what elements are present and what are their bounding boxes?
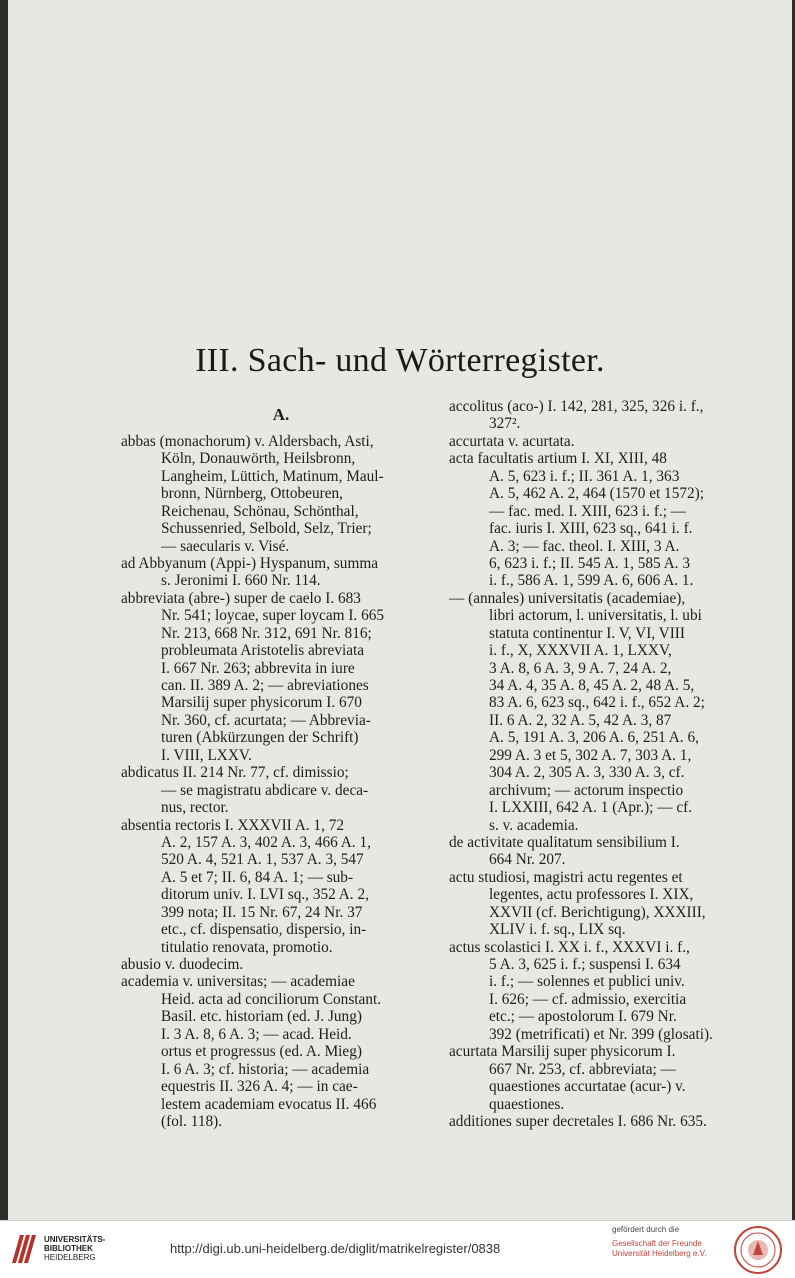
index-entry: accolitus (aco-) I. 142, 281, 325, 326 i. f.,: [449, 398, 704, 415]
index-entry-continuation: Köln, Donauwörth, Heilsbronn,: [161, 450, 356, 468]
index-entry-continuation: quaestiones accurtatae (acur-) v.: [489, 1078, 686, 1096]
permalink-url[interactable]: http://digi.ub.uni-heidelberg.de/diglit/matrikelregister/0838: [170, 1241, 501, 1256]
index-entry: actu studiosi, magistri actu regentes et: [449, 868, 683, 886]
index-entry-continuation: 392 (metrificati) et Nr. 399 (glosati).: [489, 1025, 713, 1043]
index-entry-continuation: — saecularis v. Visé.: [161, 537, 290, 555]
index-entry-continuation: I. 6 A. 3; cf. historia; — academia: [161, 1060, 370, 1078]
index-entry-continuation: quaestiones.: [489, 1095, 565, 1113]
index-entry-continuation: 34 A. 4, 35 A. 8, 45 A. 2, 48 A. 5,: [489, 677, 695, 694]
index-entry-continuation: A. 5, 462 A. 2, 464 (1570 et 1572);: [489, 485, 704, 503]
index-entry: absentia rectoris I. XXXVII A. 1, 72: [121, 816, 345, 834]
index-entry: abbas (monachorum) v. Aldersbach, Asti,: [121, 432, 374, 450]
index-entry-continuation: nus, rector.: [161, 799, 229, 817]
index-entry-continuation: 664 Nr. 207.: [489, 851, 566, 869]
right-column: [449, 398, 761, 1130]
index-entry: additiones super decretales I. 686 Nr. 635.: [449, 1112, 707, 1130]
index-entry-continuation: 299 A. 3 et 5, 302 A. 7, 303 A. 1,: [489, 746, 692, 764]
index-entry-continuation: I. 626; — cf. admissio, exercitia: [489, 990, 687, 1008]
funded-by-label: gefördert durch die: [612, 1225, 680, 1234]
index-entry: abusio v. duodecim.: [121, 956, 244, 974]
index-entry-continuation: i. f., X, XXXVII A. 1, LXXV,: [489, 642, 672, 660]
index-entry-continuation: A. 5, 623 i. f.; II. 361 A. 1, 363: [489, 467, 680, 485]
index-entry-continuation: Nr. 213, 668 Nr. 312, 691 Nr. 816;: [161, 624, 372, 642]
index-entry-continuation: bronn, Nürnberg, Ottobeuren,: [161, 485, 343, 503]
index-entry-continuation: i. f., 586 A. 1, 599 A. 6, 606 A. 1.: [489, 572, 694, 590]
left-column: [121, 398, 441, 1130]
index-entry-continuation: Basil. etc. historiam (ed. J. Jung): [161, 1008, 362, 1026]
index-entry-continuation: 327².: [489, 415, 521, 433]
index-entry-continuation: Langheim, Lüttich, Matinum, Maul-: [161, 467, 384, 485]
index-entry-continuation: A. 3; — fac. theol. I. XIII, 3 A.: [489, 537, 680, 555]
index-entry-continuation: s. Jeronimi I. 660 Nr. 114.: [161, 572, 321, 590]
index-entry-continuation: Nr. 360, cf. acurtata; — Abbrevia-: [161, 711, 371, 729]
index-entry-continuation: libri actorum, l. universitatis, l. ubi: [489, 607, 702, 625]
index-entry-continuation: 3 A. 8, 6 A. 3, 9 A. 7, 24 A. 2,: [489, 659, 672, 677]
index-entry-continuation: ortus et progressus (ed. A. Mieg): [161, 1043, 362, 1061]
page-title: III. Sach- und Wörterregister.: [195, 342, 605, 379]
index-entry-continuation: A. 5 et 7; II. 6, 84 A. 1; — sub-: [161, 868, 354, 886]
index-entry: acta facultatis artium I. XI, XIII, 48: [449, 450, 667, 468]
index-entry-continuation: XXVII (cf. Berichtigung), XXXIII,: [489, 903, 706, 921]
library-name-line2: BIBLIOTHEK: [44, 1244, 93, 1253]
index-entry-continuation: Marsilij super physicorum I. 670: [161, 694, 362, 712]
index-entry: abbreviata (abre-) super de caelo I. 683: [121, 589, 361, 607]
index-entry: ad Abbyanum (Appi-) Hyspanum, summa: [121, 554, 379, 572]
index-entry-continuation: 520 A. 4, 521 A. 1, 537 A. 3, 547: [161, 851, 364, 869]
index-entry-continuation: equestris II. 326 A. 4; — in cae-: [161, 1078, 358, 1096]
index-entry-continuation: fac. iuris I. XIII, 623 sq., 641 i. f.: [489, 520, 693, 538]
index-entry-continuation: s. v. academia.: [489, 816, 579, 834]
section-letter: A.: [272, 405, 290, 424]
index-entry-continuation: — fac. med. I. XIII, 623 i. f.; —: [489, 502, 687, 520]
index-entry: acurtata Marsilij super physicorum I.: [449, 1043, 676, 1061]
sponsor-name-line2: Universität Heidelberg e.V.: [612, 1249, 707, 1258]
index-entry: academia v. universitas; — academiae: [121, 973, 355, 991]
document-page: [8, 0, 792, 1220]
index-entry-continuation: II. 6 A. 2, 32 A. 5, 42 A. 3, 87: [489, 711, 672, 729]
index-entry-continuation: legentes, actu professores I. XIX,: [489, 886, 694, 904]
index-entry-continuation: can. II. 389 A. 2; — abreviationes: [161, 677, 369, 695]
sponsor-name: [612, 1239, 706, 1259]
index-entry-continuation: 6, 623 i. f.; II. 545 A. 1, 585 A. 3: [489, 554, 690, 572]
index-entry-continuation: (fol. 118).: [161, 1112, 223, 1130]
index-entry-continuation: etc.; — apostolorum I. 679 Nr.: [489, 1008, 677, 1026]
index-entry-continuation: titulatio renovata, promotio.: [161, 938, 333, 956]
index-entry: abdicatus II. 214 Nr. 77, cf. dimissio;: [121, 764, 349, 782]
index-entry-continuation: statuta continentur I. V, VI, VIII: [489, 624, 685, 642]
index-entry-continuation: 83 A. 6, 623 sq., 642 i. f., 652 A. 2;: [489, 694, 705, 712]
index-entry-continuation: I. LXXIII, 642 A. 1 (Apr.); — cf.: [489, 799, 693, 817]
library-name: [44, 1235, 105, 1262]
index-entry: de activitate qualitatum sensibilium I.: [449, 833, 680, 851]
index-entry-continuation: Heid. acta ad conciliorum Constant.: [161, 990, 382, 1008]
index-entry: accurtata v. acurtata.: [449, 432, 575, 450]
index-entry-continuation: 5 A. 3, 625 i. f.; suspensi I. 634: [489, 956, 681, 973]
index-entry-continuation: A. 5, 191 A. 3, 206 A. 6, 251 A. 6,: [489, 729, 699, 747]
index-entry-continuation: Schussenried, Selbold, Selz, Trier;: [161, 520, 372, 538]
university-library-logo-icon: [10, 1233, 38, 1265]
university-seal-icon: [733, 1225, 783, 1275]
index-entry: — (annales) universitatis (academiae),: [449, 589, 686, 607]
index-entry-continuation: probleumata Aristotelis abreviata: [161, 642, 365, 660]
index-entry: actus scolastici I. XX i. f., XXXVI i. f.,: [449, 938, 690, 956]
index-entry-continuation: A. 2, 157 A. 3, 402 A. 3, 466 A. 1,: [161, 833, 371, 851]
footer-bar: [0, 1220, 795, 1278]
index-entry-continuation: I. VIII, LXXV.: [161, 746, 252, 764]
sponsor-name-line1: Gesellschaft der Freunde: [612, 1239, 702, 1248]
index-entry-continuation: lestem academiam evocatus II. 466: [161, 1095, 377, 1113]
index-entry-continuation: 667 Nr. 253, cf. abbreviata; —: [489, 1060, 676, 1078]
index-entry-continuation: Nr. 541; loycae, super loycam I. 665: [161, 607, 385, 625]
bleed-through-shadow: [128, 80, 688, 300]
index-entry-continuation: I. 667 Nr. 263; abbrevita in iure: [161, 659, 355, 677]
library-name-line3: HEIDELBERG: [44, 1253, 96, 1262]
index-entry-continuation: Reichenau, Schönau, Schönthal,: [161, 502, 359, 520]
library-name-line1: UNIVERSITÄTS-: [44, 1235, 106, 1244]
index-entry-continuation: XLIV i. f. sq., LIX sq.: [489, 921, 626, 939]
index-entry-continuation: i. f.; — solennes et publici univ.: [489, 973, 685, 991]
index-entry-continuation: — se magistratu abdicare v. deca-: [161, 781, 369, 799]
index-entry-continuation: 399 nota; II. 15 Nr. 67, 24 Nr. 37: [161, 903, 363, 921]
index-entry-continuation: etc., cf. dispensatio, dispersio, in-: [161, 921, 367, 939]
index-entry-continuation: I. 3 A. 8, 6 A. 3; — acad. Heid.: [161, 1025, 352, 1043]
index-entry-continuation: turen (Abkürzungen der Schrift): [161, 729, 359, 747]
index-entry-continuation: archivum; — actorum inspectio: [489, 781, 684, 799]
index-entry-continuation: 304 A. 2, 305 A. 3, 330 A. 3, cf.: [489, 764, 685, 782]
index-entry-continuation: ditorum univ. I. LVI sq., 352 A. 2,: [161, 886, 369, 904]
